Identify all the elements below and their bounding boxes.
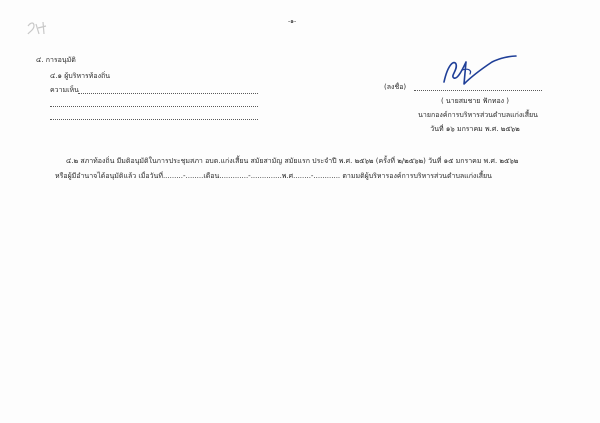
signature-line xyxy=(414,90,542,91)
handwritten-mark-icon xyxy=(26,20,52,36)
council-resolution-line-2: หรือผู้มีอำนาจได้อนุมัติแล้ว เมื่อวันที่.........-........เดือน.............-..............พ.ศ........-............ ตามมติผู้บริหารองค์การบริหารส่วนตำบลแก่งเสี้ยน xyxy=(55,172,492,180)
signer-name: ( นายสมชาย ฟักทอง ) xyxy=(440,97,510,105)
opinion-label: ความเห็น xyxy=(50,86,79,94)
opinion-line-2 xyxy=(50,106,258,107)
signature-image xyxy=(440,52,520,92)
approval-subheading: ๔.๑ ผู้บริหารท้องถิ่น xyxy=(50,72,111,80)
page-number: -๑- xyxy=(288,18,297,25)
opinion-line-1 xyxy=(78,93,258,94)
sign-label: (ลงชื่อ) xyxy=(384,83,407,91)
approval-heading: ๔. การอนุมัติ xyxy=(36,56,76,64)
signer-position: นายกองค์การบริหารส่วนตำบลแก่งเสี้ยน xyxy=(418,111,538,119)
opinion-line-3 xyxy=(50,119,258,120)
council-resolution-line-1: ๔.๒ สภาท้องถิ่น มีมติอนุมัติในการประชุมสภา อบต.แก่งเสี้ยน สมัยสามัญ สมัยแรก ประจำปี พ.ศ. ๒๕๖๒ (ครั้งที่ ๒/๒๕๖๒) วันที่ ๑๕ มกราคม พ.ศ. ๒๕๖๒ xyxy=(66,157,519,165)
sign-date: วันที่ ๑๖ มกราคม พ.ศ. ๒๕๖๒ xyxy=(430,125,520,133)
